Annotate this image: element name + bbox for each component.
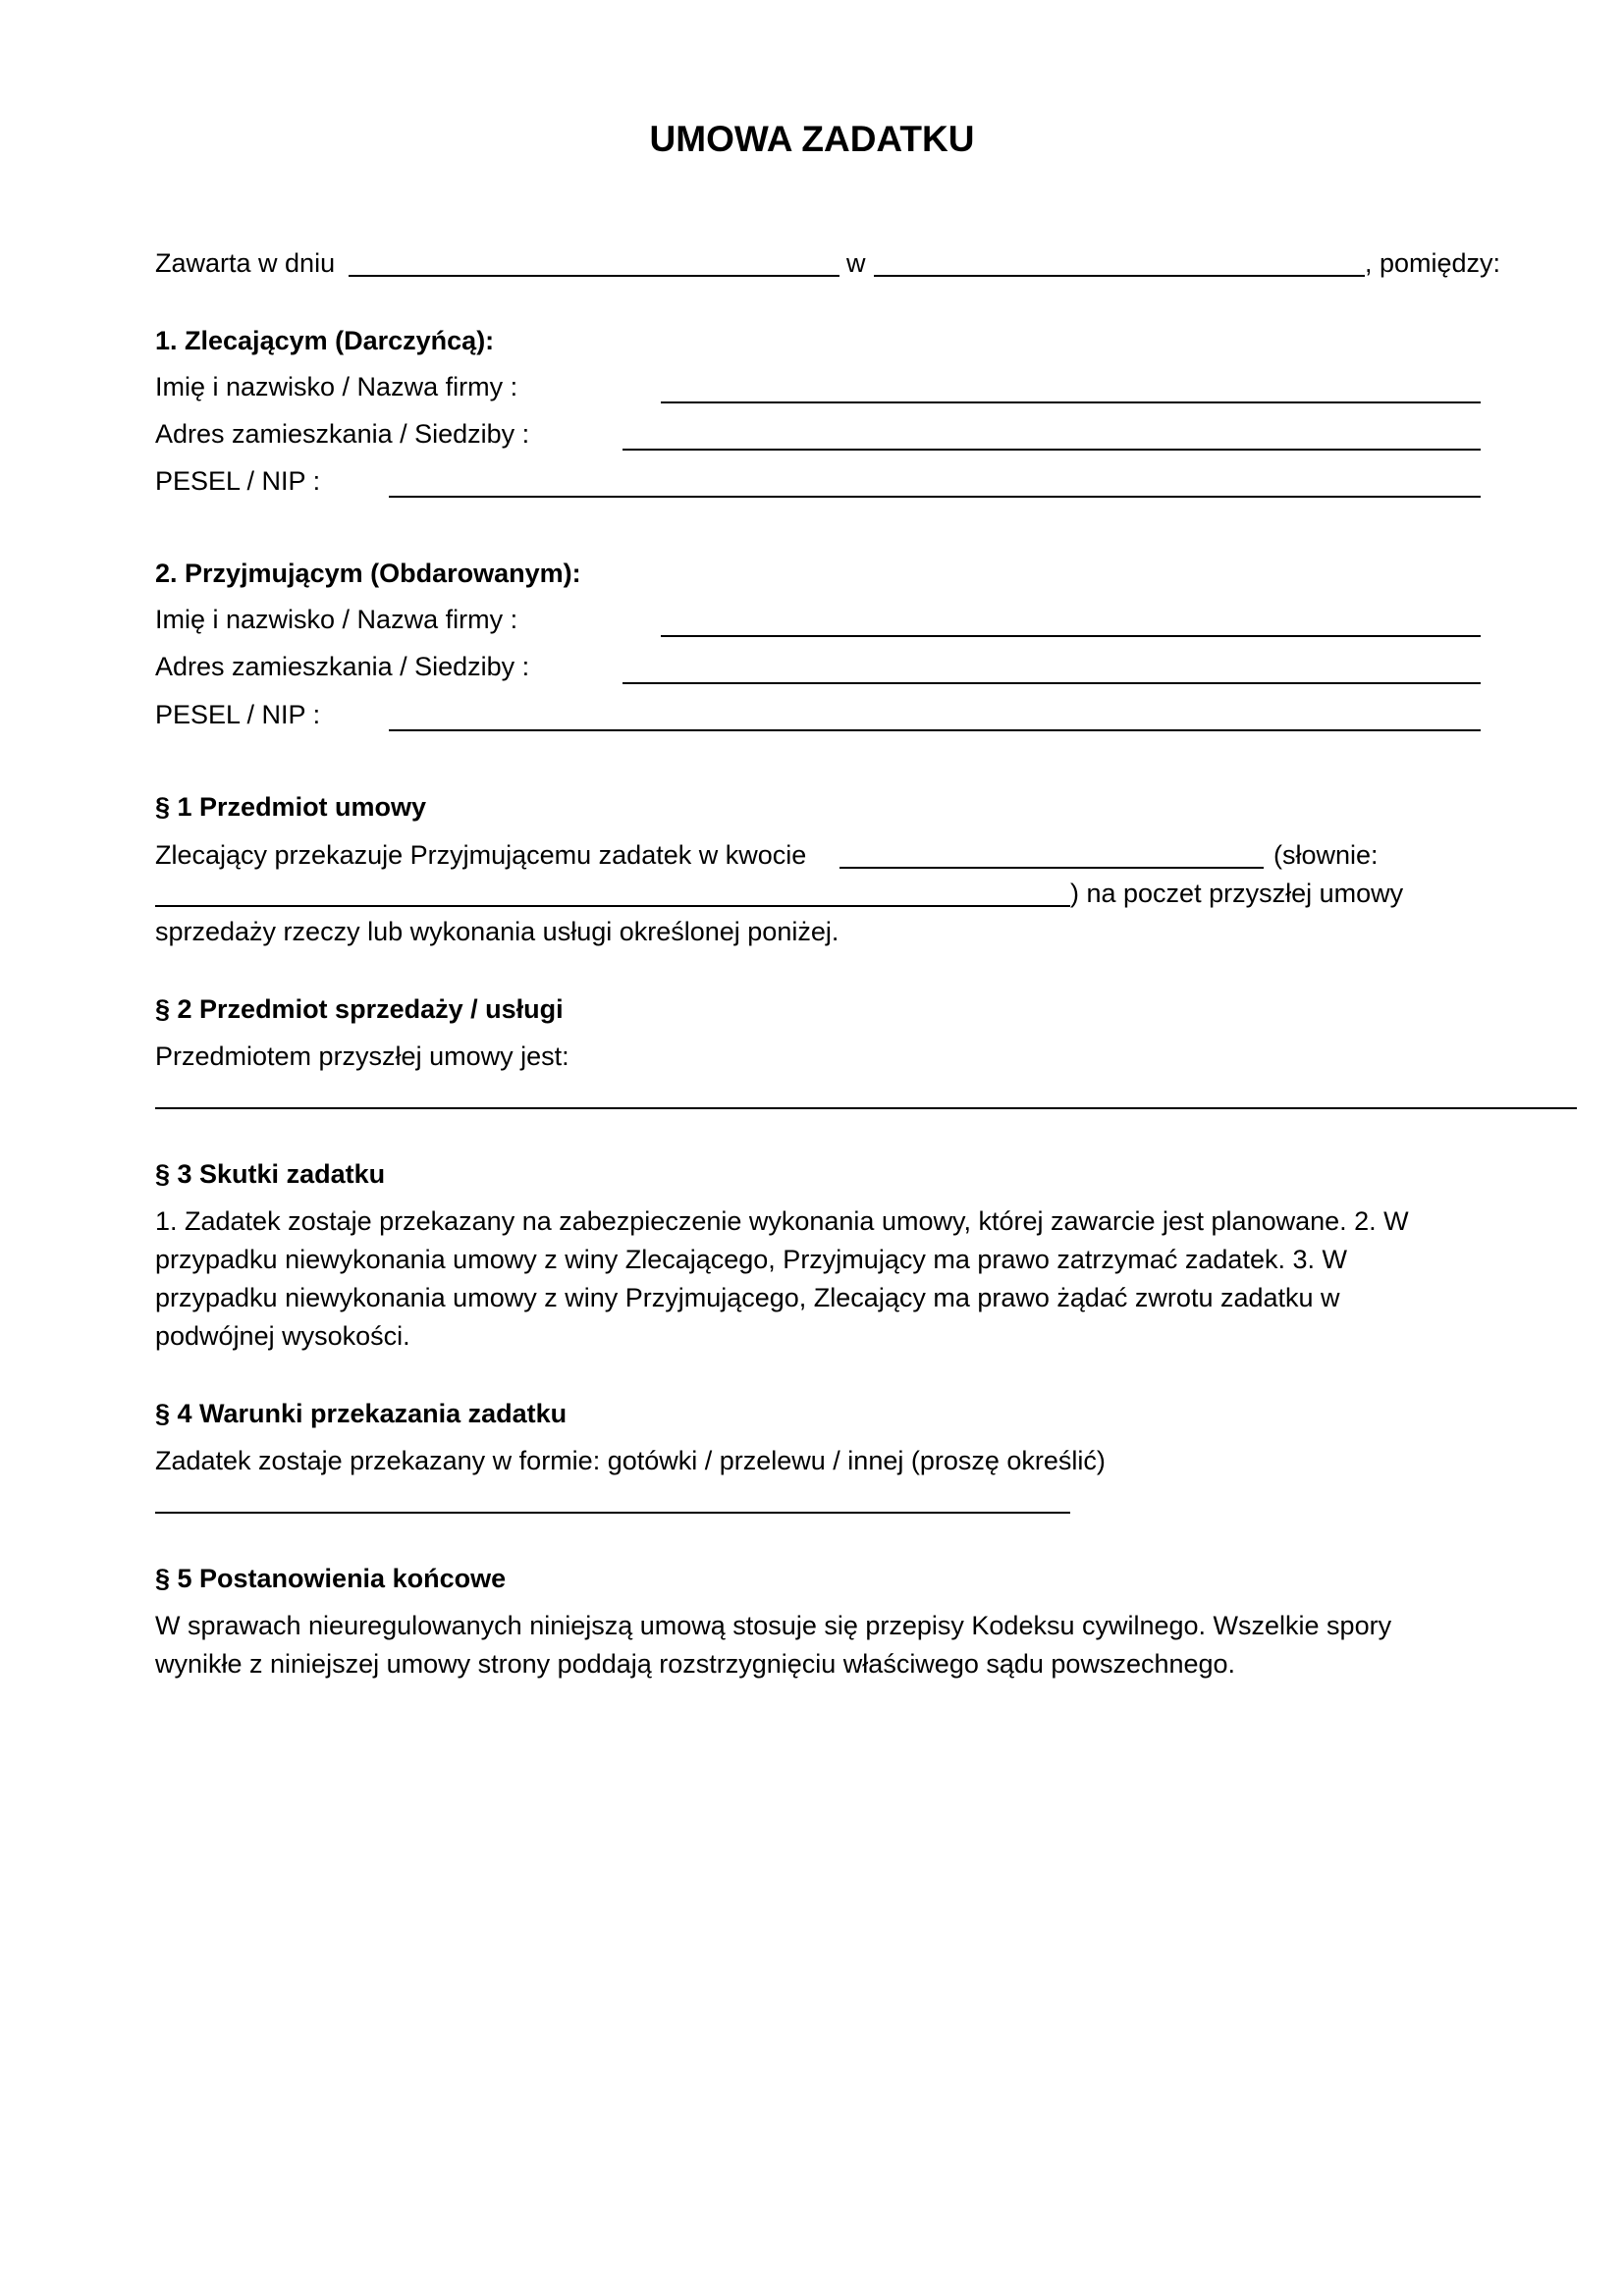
section4-heading: § 4 Warunki przekazania zadatku [155, 1399, 568, 1428]
section2-line1: Przedmiotem przyszłej umowy jest: [155, 1041, 569, 1071]
section5-line: W sprawach nieuregulowanych niniejszą umową stosuje się przepisy Kodeksu cywilnego. Wszelkie spory [155, 1611, 1392, 1640]
section3-line: podwójnej wysokości. [155, 1321, 410, 1351]
amount-field-line[interactable] [839, 867, 1264, 869]
party1-address-field[interactable] [623, 449, 1481, 451]
party2-id-field[interactable] [389, 729, 1481, 731]
section3-line: 1. Zadatek zostaje przekazany na zabezpieczenie wykonania umowy, której zawarcie jest planowane. 2. W [155, 1206, 1409, 1236]
place-field-line[interactable] [874, 275, 1365, 277]
party1-address-label: Adres zamieszkania / Siedziby : [155, 419, 530, 449]
section1-heading: § 1 Przedmiot umowy [155, 792, 427, 822]
party2-address-field[interactable] [623, 682, 1481, 684]
section5-line: wynikłe z niniejszej umowy strony poddają rozstrzygnięciu właściwego sądu powszechnego. [155, 1649, 1236, 1679]
party2-heading: 2. Przyjmującym (Obdarowanym): [155, 559, 581, 588]
intro-prefix: Zawarta w dniu [155, 248, 336, 278]
document-title: UMOWA ZADATKU [649, 119, 975, 159]
amount-words-field-line[interactable] [155, 905, 1070, 907]
section1-line1: Zlecający przekazuje Przyjmującemu zadatek w kwocie [155, 840, 807, 870]
section5-heading: § 5 Postanowienia końcowe [155, 1564, 507, 1593]
section4-line1: Zadatek zostaje przekazany w formie: gotówki / przelewu / innej (proszę określić) [155, 1446, 1106, 1475]
party1-name-field[interactable] [661, 401, 1481, 403]
party2-id-label: PESEL / NIP : [155, 700, 321, 729]
section3-line: przypadku niewykonania umowy z winy Zlecającego, Przyjmujący ma prawo zatrzymać zadatek. 3. W [155, 1245, 1347, 1274]
section1-line2-end: ) na poczet przyszłej umowy [1070, 879, 1404, 908]
party1-id-label: PESEL / NIP : [155, 466, 321, 496]
party1-name-label: Imię i nazwisko / Nazwa firmy : [155, 372, 518, 401]
party1-heading: 1. Zlecającym (Darczyńcą): [155, 326, 495, 355]
party1-id-field[interactable] [389, 496, 1481, 498]
section3-heading: § 3 Skutki zadatku [155, 1159, 386, 1189]
party2-address-label: Adres zamieszkania / Siedziby : [155, 652, 530, 681]
section2-heading: § 2 Przedmiot sprzedaży / usługi [155, 994, 564, 1024]
section1-line1-end: (słownie: [1273, 840, 1379, 870]
intro-middle: w [846, 248, 866, 278]
section3-line: przypadku niewykonania umowy z winy Przyjmującego, Zlecający ma prawo żądać zwrotu zadatku w [155, 1283, 1340, 1312]
subject-field-line[interactable] [155, 1107, 1577, 1109]
date-field-line[interactable] [349, 275, 839, 277]
party2-name-label: Imię i nazwisko / Nazwa firmy : [155, 605, 518, 634]
intro-suffix: , pomiędzy: [1365, 248, 1501, 278]
section1-line3: sprzedaży rzeczy lub wykonania usługi określonej poniżej. [155, 917, 839, 946]
payment-other-field-line[interactable] [155, 1512, 1070, 1514]
party2-name-field[interactable] [661, 635, 1481, 637]
